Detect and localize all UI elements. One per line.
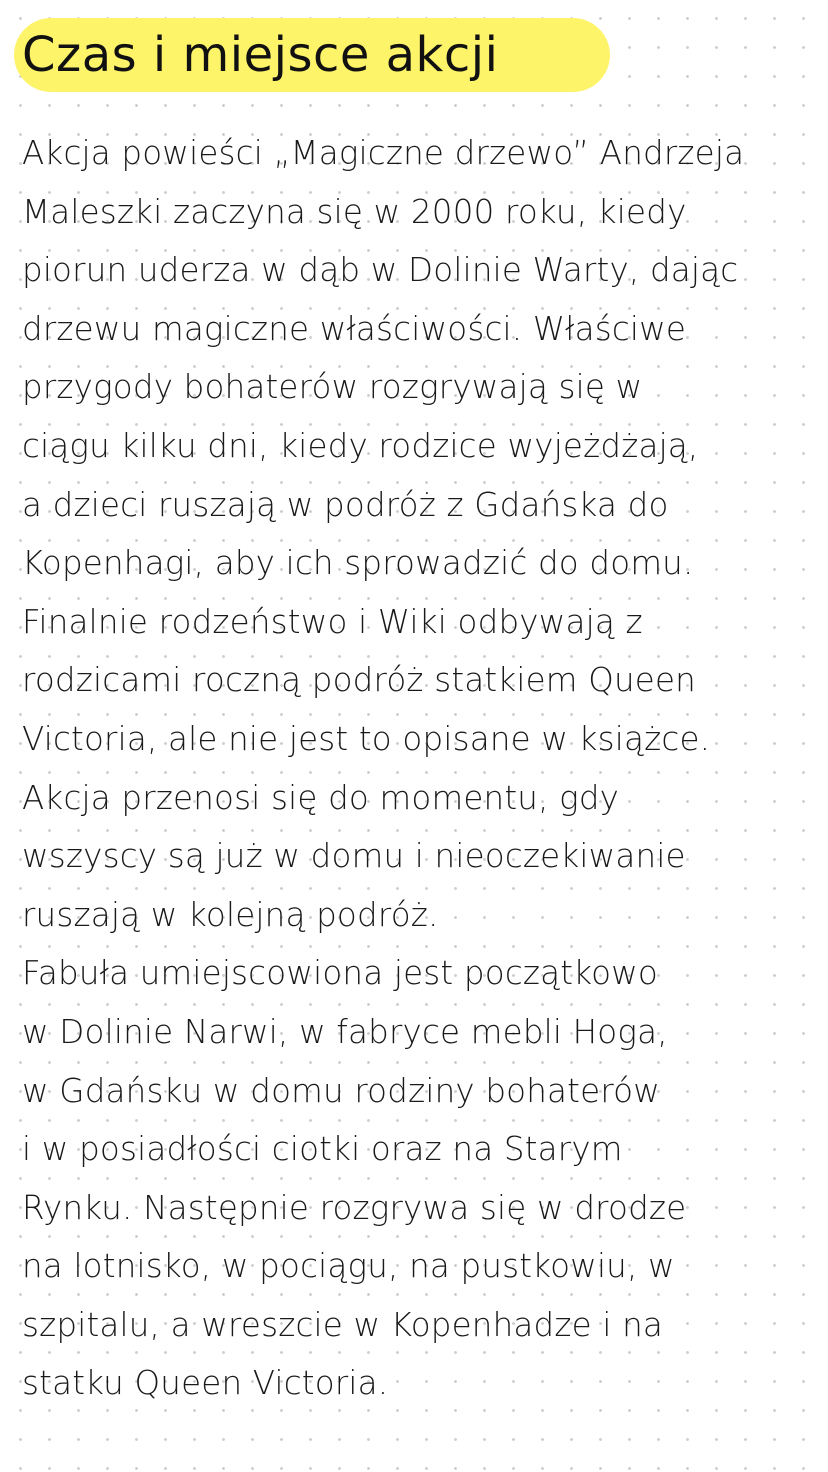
text-line: wszyscy są już w domu i nieoczekiwanie — [22, 837, 686, 876]
text-line: szpitalu, a wreszcie w Kopenhadze i na — [22, 1305, 664, 1344]
text-line: Maleszki zaczyna się w 2000 roku, kiedy — [22, 192, 687, 231]
text-line: a dzieci ruszają w podróż z Gdańska do — [22, 485, 669, 524]
text-line: ciągu kilku dni, kiedy rodzice wyjeżdżają, — [22, 426, 699, 465]
text-line: drzewu magiczne właściwości. Właściwe — [22, 309, 687, 348]
text-line: ruszają w kolejną podróż. — [22, 895, 439, 934]
text-line: statku Queen Victoria. — [22, 1364, 389, 1403]
text-line: Victoria, ale nie jest to opisane w książce. — [22, 719, 711, 758]
text-line: Akcja przenosi się do momentu, gdy — [22, 778, 620, 817]
text-line: Finalnie rodzeństwo i Wiki odbywają z — [22, 602, 643, 641]
text-line: na lotnisko, w pociągu, na pustkowiu, w — [22, 1247, 675, 1286]
title-highlight — [14, 18, 610, 92]
text-line: piorun uderza w dąb w Dolinie Warty, dając — [22, 251, 739, 290]
text-line: rodzicami roczną podróż statkiem Queen — [22, 661, 696, 700]
text-line: i w posiadłości ciotki oraz na Starym — [22, 1130, 623, 1169]
text-line: Rynku. Następnie rozgrywa się w drodze — [22, 1188, 687, 1227]
page-title: Czas i miejsce akcji — [22, 27, 499, 83]
text-line: Fabuła umiejscowiona jest początkowo — [22, 954, 659, 993]
text-line: Akcja powieści „Magiczne drzewo” Andrzeja — [22, 134, 745, 172]
text-line: w Dolinie Narwi, w fabryce mebli Hoga, — [22, 1012, 668, 1051]
text-line: przygody bohaterów rozgrywają się w — [22, 368, 643, 407]
body-paragraph — [22, 124, 822, 1413]
text-line: w Gdańsku w domu rodziny bohaterów — [22, 1071, 661, 1110]
text-line: Kopenhagi, aby ich sprowadzić do domu. — [22, 544, 694, 583]
